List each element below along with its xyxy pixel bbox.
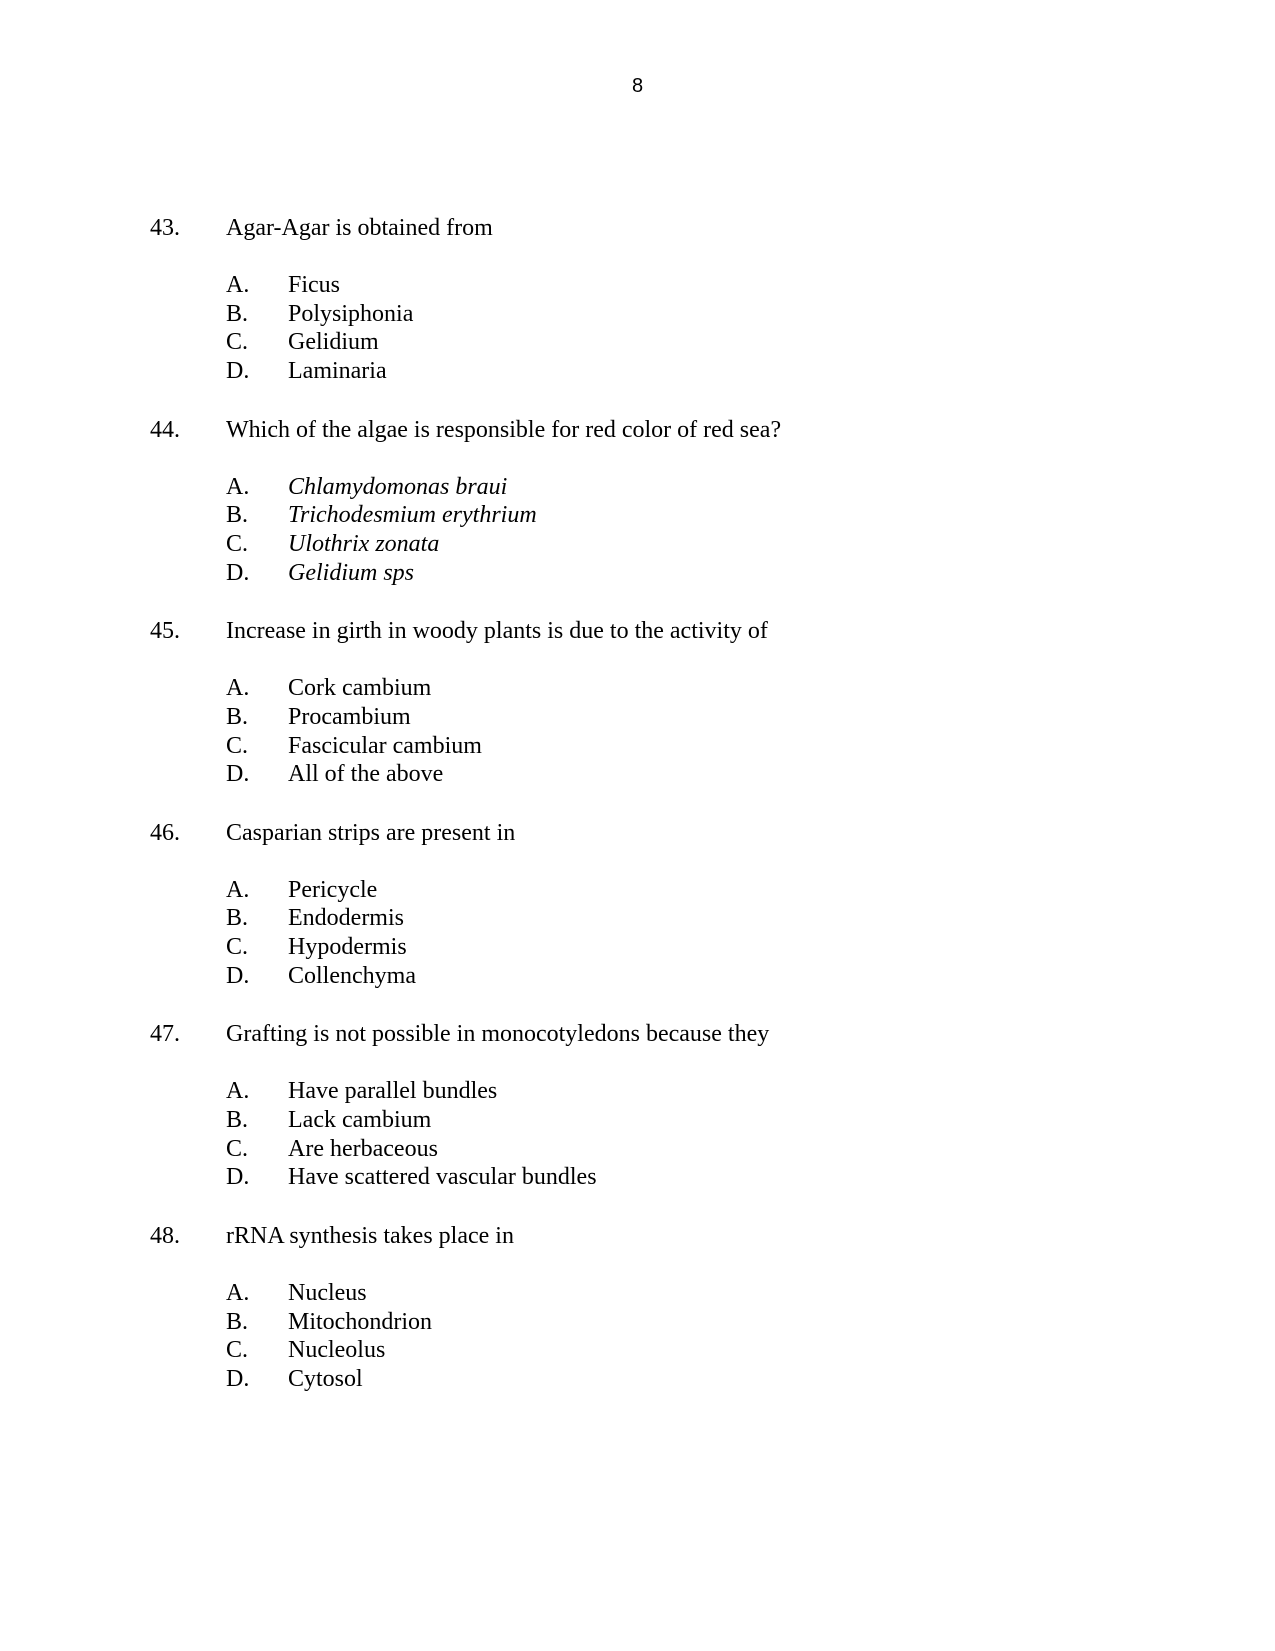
option-text: Nucleolus: [288, 1337, 386, 1364]
question-number: 47.: [150, 1021, 180, 1048]
option-d: [0, 760, 900, 789]
option-list: [0, 674, 900, 789]
option-letter: D.: [226, 358, 250, 385]
option-c: [0, 328, 900, 357]
option-text: Lack cambium: [288, 1107, 432, 1134]
option-a: [0, 271, 900, 300]
option-text: Chlamydomonas braui: [288, 473, 508, 500]
option-letter: B.: [226, 703, 249, 730]
option-letter: C.: [226, 732, 249, 759]
option-text: Pericycle: [288, 876, 378, 903]
question-45: [0, 616, 1275, 818]
option-letter: C.: [226, 1135, 249, 1162]
option-d: [0, 962, 900, 991]
option-text: Polysiphonia: [288, 300, 414, 327]
question-text: Agar-Agar is obtained from: [226, 215, 493, 241]
option-d: [0, 559, 900, 588]
option-text: Mitochondrion: [288, 1308, 432, 1335]
question-number: 43.: [150, 215, 180, 241]
option-text: Nucleus: [288, 1279, 367, 1306]
option-text: Endodermis: [288, 905, 404, 932]
option-letter: D.: [226, 962, 250, 989]
question-46: [0, 818, 1275, 1020]
option-c: [0, 732, 900, 761]
option-b: [0, 703, 900, 732]
question-text: Casparian strips are present in: [226, 819, 516, 846]
option-d: [0, 1365, 900, 1394]
option-list: [0, 1279, 900, 1394]
option-text: Fascicular cambium: [288, 732, 482, 759]
option-b: [0, 1308, 900, 1337]
option-letter: C.: [226, 530, 249, 557]
option-letter: A.: [226, 1078, 250, 1105]
question-text: rRNA synthesis takes place in: [226, 1222, 514, 1249]
option-text: Ulothrix zonata: [288, 530, 440, 557]
option-a: [0, 1077, 900, 1106]
option-letter: C.: [226, 329, 249, 356]
option-letter: B.: [226, 1107, 249, 1134]
option-d: [0, 357, 900, 386]
option-text: Gelidium: [288, 329, 379, 356]
option-text: Hypodermis: [288, 934, 407, 961]
question-number: 46.: [150, 819, 180, 846]
option-text: Gelidium sps: [288, 559, 414, 586]
option-letter: D.: [226, 761, 250, 788]
question-list: [0, 213, 1275, 1423]
question-number: 44.: [150, 416, 180, 443]
option-b: [0, 501, 900, 530]
question-48: [0, 1221, 1275, 1423]
question-text: Which of the algae is responsible for red color of red sea?: [226, 416, 782, 443]
option-text: Laminaria: [288, 358, 387, 385]
option-text: Procambium: [288, 703, 411, 730]
option-c: [0, 933, 900, 962]
option-letter: D.: [226, 1164, 250, 1191]
option-c: [0, 1135, 900, 1164]
question-text: Grafting is not possible in monocotyledons because they: [226, 1021, 770, 1048]
option-text: Are herbaceous: [288, 1135, 438, 1162]
option-list: [0, 1077, 900, 1192]
option-text: Collenchyma: [288, 962, 416, 989]
option-b: [0, 300, 900, 329]
page-number: 8: [631, 75, 644, 97]
question-number: 45.: [150, 618, 180, 645]
question-47: [0, 1019, 1275, 1221]
question-text: Increase in girth in woody plants is due to the activity of: [226, 618, 768, 645]
option-d: [0, 1163, 900, 1192]
option-a: [0, 876, 900, 905]
question-number: 48.: [150, 1222, 180, 1249]
option-c: [0, 530, 900, 559]
option-list: [0, 473, 900, 588]
option-text: Have parallel bundles: [288, 1078, 498, 1105]
option-a: [0, 1279, 900, 1308]
option-letter: B.: [226, 502, 249, 529]
option-letter: A.: [226, 876, 250, 903]
option-text: Cytosol: [288, 1366, 363, 1393]
option-a: [0, 473, 900, 502]
option-letter: A.: [226, 473, 250, 500]
option-text: Have scattered vascular bundles: [288, 1164, 597, 1191]
option-a: [0, 674, 900, 703]
option-text: Cork cambium: [288, 675, 432, 702]
option-text: All of the above: [288, 761, 444, 788]
option-text: Ficus: [288, 272, 341, 298]
question-43: [0, 213, 1275, 415]
option-text: Trichodesmium erythrium: [288, 502, 537, 529]
option-letter: A.: [226, 272, 250, 298]
option-letter: D.: [226, 1366, 250, 1393]
option-letter: C.: [226, 1337, 249, 1364]
option-b: [0, 904, 900, 933]
question-44: [0, 415, 1275, 617]
option-b: [0, 1106, 900, 1135]
option-letter: C.: [226, 934, 249, 961]
option-letter: A.: [226, 1279, 250, 1306]
option-letter: A.: [226, 675, 250, 702]
option-letter: D.: [226, 559, 250, 586]
option-c: [0, 1336, 900, 1365]
option-list: [0, 271, 900, 386]
option-letter: B.: [226, 905, 249, 932]
option-list: [0, 876, 900, 991]
option-letter: B.: [226, 1308, 249, 1335]
option-letter: B.: [226, 300, 249, 327]
